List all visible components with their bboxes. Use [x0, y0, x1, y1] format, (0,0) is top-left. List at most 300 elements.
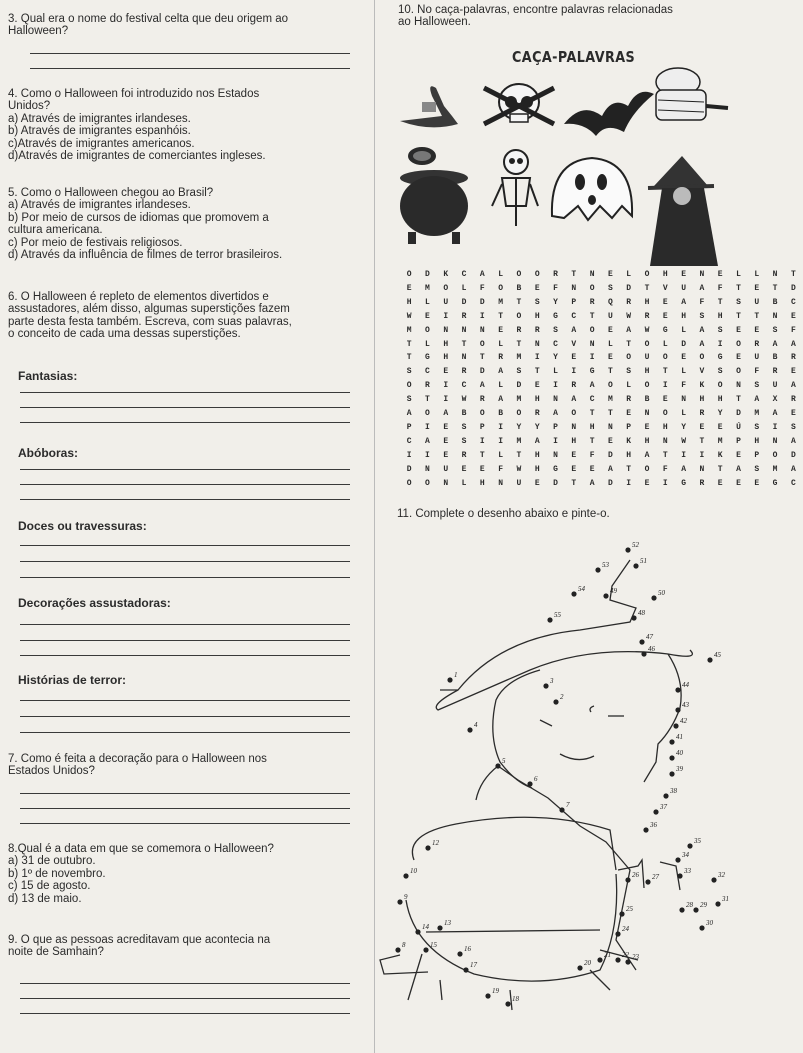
grid-letter[interactable]: N — [772, 270, 778, 279]
grid-letter[interactable]: T — [699, 436, 705, 446]
grid-letter[interactable]: N — [772, 311, 778, 321]
grid-letter[interactable]: T — [516, 450, 522, 460]
grid-letter[interactable]: E — [644, 478, 650, 488]
dot[interactable] — [543, 683, 548, 688]
grid-letter[interactable]: H — [717, 395, 723, 405]
grid-letter[interactable]: E — [443, 450, 449, 460]
option-a[interactable]: a) Através de imigrantes irlandeses. — [8, 199, 191, 212]
grid-letter[interactable]: M — [772, 464, 778, 474]
grid-letter[interactable]: M — [498, 297, 504, 307]
grid-letter[interactable]: O — [443, 283, 449, 293]
grid-letter[interactable]: G — [717, 353, 723, 363]
grid-letter[interactable]: E — [754, 325, 760, 335]
grid-letter[interactable]: E — [790, 367, 796, 377]
grid-letter[interactable]: N — [644, 409, 650, 418]
grid-letter[interactable]: I — [772, 422, 778, 432]
grid-letter[interactable]: L — [754, 270, 760, 279]
option-d[interactable]: d)Através de imigrantes de comerciantes ingleses. — [8, 150, 266, 163]
grid-letter[interactable]: E — [736, 353, 741, 363]
grid-letter[interactable]: C — [790, 297, 796, 307]
grid-letter[interactable]: T — [479, 450, 485, 460]
grid-letter[interactable]: R — [790, 395, 796, 405]
grid-letter[interactable]: N — [571, 422, 577, 432]
grid-letter[interactable]: T — [589, 409, 595, 418]
grid-letter[interactable]: R — [626, 395, 632, 405]
grid-letter[interactable]: P — [571, 297, 577, 307]
option-c[interactable]: c)Através de imigrantes americanos. — [8, 137, 195, 150]
grid-letter[interactable]: D — [406, 464, 412, 474]
grid-letter[interactable]: T — [736, 395, 741, 405]
grid-letter[interactable]: O — [736, 339, 741, 349]
grid-letter[interactable]: C — [553, 339, 558, 349]
dot[interactable] — [625, 877, 630, 882]
grid-letter[interactable]: E — [443, 436, 449, 446]
grid-letter[interactable]: P — [626, 422, 632, 432]
grid-letter[interactable]: E — [754, 283, 760, 293]
grid-letter[interactable]: O — [662, 353, 668, 363]
grid-letter[interactable]: H — [644, 436, 650, 446]
grid-letter[interactable]: E — [662, 395, 668, 405]
grid-letter[interactable]: H — [662, 422, 668, 432]
grid-letter[interactable]: X — [772, 395, 778, 405]
dot[interactable] — [603, 593, 608, 598]
grid-letter[interactable]: O — [425, 325, 430, 335]
dot[interactable] — [669, 755, 674, 760]
grid-letter[interactable]: E — [461, 464, 467, 474]
grid-letter[interactable]: E — [534, 381, 540, 391]
answer-line[interactable] — [20, 392, 350, 393]
grid-letter[interactable]: N — [498, 478, 504, 488]
grid-letter[interactable]: O — [516, 311, 522, 321]
option-d[interactable]: d) Através da influência de filmes de terror brasileiros. — [8, 249, 283, 262]
grid-letter[interactable]: N — [461, 353, 467, 363]
dot[interactable] — [675, 857, 680, 862]
grid-letter[interactable]: O — [589, 325, 595, 335]
grid-letter[interactable]: A — [699, 325, 705, 335]
grid-letter[interactable]: O — [516, 409, 522, 418]
grid-letter[interactable]: O — [425, 409, 430, 418]
grid-letter[interactable]: R — [498, 353, 504, 363]
dot[interactable] — [687, 843, 692, 848]
grid-letter[interactable]: I — [626, 478, 632, 488]
grid-letter[interactable]: U — [754, 297, 760, 307]
dot[interactable] — [633, 563, 638, 568]
grid-letter[interactable]: O — [406, 478, 412, 488]
grid-letter[interactable]: F — [699, 297, 705, 307]
grid-letter[interactable]: Ú — [736, 422, 741, 432]
grid-letter[interactable]: N — [736, 381, 741, 391]
grid-letter[interactable]: E — [662, 297, 668, 307]
grid-letter[interactable]: D — [790, 283, 796, 293]
grid-letter[interactable]: O — [498, 283, 504, 293]
grid-letter[interactable]: H — [571, 436, 577, 446]
grid-letter[interactable]: S — [717, 325, 723, 335]
grid-letter[interactable]: L — [498, 381, 504, 391]
grid-letter[interactable]: R — [479, 395, 485, 405]
grid-letter[interactable]: K — [626, 436, 632, 446]
grid-letter[interactable]: M — [754, 409, 760, 418]
grid-letter[interactable]: I — [425, 450, 430, 460]
answer-line[interactable] — [20, 640, 350, 641]
grid-letter[interactable]: I — [479, 311, 485, 321]
grid-letter[interactable]: M — [608, 395, 613, 405]
option-b[interactable]: b) 1º de novembro. — [8, 867, 106, 880]
grid-letter[interactable]: P — [406, 422, 412, 432]
grid-letter[interactable]: V — [571, 339, 577, 349]
option-d[interactable]: d) 13 de maio. — [8, 892, 82, 905]
grid-letter[interactable]: E — [699, 422, 705, 432]
grid-letter[interactable]: H — [589, 422, 595, 432]
grid-letter[interactable]: R — [589, 297, 595, 307]
grid-letter[interactable]: P — [754, 450, 760, 460]
grid-letter[interactable]: W — [644, 325, 650, 335]
grid-letter[interactable]: N — [461, 325, 467, 335]
grid-letter[interactable]: S — [608, 283, 613, 293]
grid-letter[interactable]: S — [406, 395, 412, 405]
grid-letter[interactable]: R — [461, 311, 467, 321]
grid-letter[interactable]: C — [571, 311, 577, 321]
grid-letter[interactable]: W — [626, 311, 632, 321]
grid-letter[interactable]: K — [699, 381, 705, 391]
grid-letter[interactable]: F — [790, 325, 796, 335]
grid-letter[interactable]: S — [754, 381, 760, 391]
grid-letter[interactable]: H — [534, 395, 540, 405]
grid-letter[interactable]: N — [608, 422, 613, 432]
grid-letter[interactable]: O — [608, 381, 613, 391]
grid-letter[interactable]: G — [553, 464, 558, 474]
grid-letter[interactable]: N — [479, 325, 485, 335]
grid-letter[interactable]: G — [681, 478, 686, 488]
grid-letter[interactable]: E — [736, 325, 741, 335]
grid-letter[interactable]: A — [699, 339, 705, 349]
grid-letter[interactable]: E — [571, 353, 577, 363]
grid-letter[interactable]: A — [589, 478, 595, 488]
grid-letter[interactable]: A — [479, 270, 485, 279]
grid-letter[interactable]: T — [754, 311, 760, 321]
grid-letter[interactable]: A — [443, 409, 449, 418]
grid-letter[interactable]: T — [571, 270, 577, 279]
grid-letter[interactable]: T — [461, 339, 467, 349]
grid-letter[interactable]: I — [498, 436, 504, 446]
grid-letter[interactable]: R — [461, 450, 467, 460]
grid-letter[interactable]: A — [681, 464, 686, 474]
grid-letter[interactable]: I — [443, 311, 449, 321]
grid-letter[interactable]: H — [406, 297, 412, 307]
grid-letter[interactable]: O — [479, 409, 485, 418]
grid-letter[interactable]: H — [534, 450, 540, 460]
dot[interactable] — [631, 615, 636, 620]
grid-letter[interactable]: E — [717, 478, 723, 488]
dot[interactable] — [645, 879, 650, 884]
grid-letter[interactable]: E — [571, 450, 577, 460]
grid-letter[interactable]: A — [553, 409, 558, 418]
grid-letter[interactable]: E — [626, 409, 632, 418]
grid-letter[interactable]: N — [443, 325, 449, 335]
grid-letter[interactable]: A — [644, 450, 650, 460]
answer-line[interactable] — [20, 624, 350, 625]
grid-letter[interactable]: B — [516, 283, 522, 293]
grid-letter[interactable]: S — [461, 436, 467, 446]
grid-letter[interactable]: A — [406, 409, 412, 418]
grid-letter[interactable]: I — [717, 339, 723, 349]
grid-letter[interactable]: A — [425, 436, 430, 446]
dot[interactable] — [467, 727, 472, 732]
dot[interactable] — [675, 687, 680, 692]
grid-letter[interactable]: M — [717, 436, 723, 446]
grid-letter[interactable]: A — [479, 381, 485, 391]
grid-letter[interactable]: Y — [717, 409, 723, 418]
grid-letter[interactable]: Y — [516, 422, 522, 432]
grid-letter[interactable]: N — [553, 450, 558, 460]
grid-letter[interactable]: Q — [608, 297, 613, 307]
grid-letter[interactable]: Y — [553, 353, 558, 363]
grid-letter[interactable]: H — [662, 270, 668, 279]
grid-letter[interactable]: R — [772, 367, 778, 377]
grid-letter[interactable]: I — [443, 381, 449, 391]
grid-letter[interactable]: M — [406, 325, 412, 335]
option-c[interactable]: c) 15 de agosto. — [8, 880, 91, 893]
option-a[interactable]: a) Através de imigrantes irlandeses. — [8, 112, 191, 125]
grid-letter[interactable]: N — [553, 395, 558, 405]
grid-letter[interactable]: T — [534, 367, 540, 377]
grid-letter[interactable]: U — [608, 311, 613, 321]
grid-letter[interactable]: R — [754, 339, 760, 349]
dot[interactable] — [651, 595, 656, 600]
grid-letter[interactable]: L — [498, 270, 504, 279]
grid-letter[interactable]: A — [571, 325, 577, 335]
dot[interactable] — [653, 809, 658, 814]
grid-letter[interactable]: S — [406, 367, 412, 377]
answer-line[interactable] — [20, 422, 350, 423]
dot[interactable] — [395, 947, 400, 952]
grid-letter[interactable]: A — [626, 325, 632, 335]
grid-letter[interactable]: N — [699, 464, 705, 474]
grid-letter[interactable]: M — [516, 353, 522, 363]
grid-letter[interactable]: T — [516, 297, 522, 307]
grid-letter[interactable]: W — [461, 395, 467, 405]
grid-letter[interactable]: U — [772, 381, 778, 391]
grid-letter[interactable]: I — [571, 367, 577, 377]
answer-line[interactable] — [20, 732, 350, 733]
dot[interactable] — [485, 993, 490, 998]
grid-letter[interactable]: O — [406, 381, 412, 391]
grid-letter[interactable]: H — [479, 478, 485, 488]
grid-letter[interactable]: O — [571, 409, 577, 418]
grid-letter[interactable]: T — [425, 395, 430, 405]
grid-letter[interactable]: T — [736, 283, 741, 293]
grid-letter[interactable]: U — [644, 353, 650, 363]
grid-letter[interactable]: R — [571, 381, 577, 391]
grid-letter[interactable]: T — [571, 478, 577, 488]
grid-letter[interactable]: I — [699, 450, 705, 460]
answer-line[interactable] — [20, 1013, 350, 1014]
grid-letter[interactable]: L — [662, 339, 668, 349]
grid-letter[interactable]: H — [717, 311, 723, 321]
grid-letter[interactable]: A — [534, 436, 540, 446]
grid-letter[interactable]: E — [608, 325, 613, 335]
grid-letter[interactable]: A — [571, 395, 577, 405]
grid-letter[interactable]: O — [644, 339, 650, 349]
grid-letter[interactable]: E — [608, 270, 613, 279]
grid-letter[interactable]: D — [681, 339, 686, 349]
grid-letter[interactable]: E — [644, 422, 650, 432]
dot[interactable] — [669, 771, 674, 776]
grid-letter[interactable]: N — [571, 283, 577, 293]
grid-letter[interactable]: U — [754, 353, 760, 363]
grid-letter[interactable]: I — [553, 436, 558, 446]
dot[interactable] — [699, 925, 704, 930]
grid-letter[interactable]: D — [479, 297, 485, 307]
dot[interactable] — [559, 807, 564, 812]
answer-line[interactable] — [20, 577, 350, 578]
grid-letter[interactable]: P — [553, 422, 558, 432]
grid-letter[interactable]: F — [479, 283, 485, 293]
grid-letter[interactable]: G — [553, 311, 558, 321]
grid-letter[interactable]: O — [406, 270, 412, 279]
grid-letter[interactable]: D — [461, 297, 467, 307]
grid-letter[interactable]: I — [662, 381, 668, 391]
dot[interactable] — [625, 547, 630, 552]
grid-letter[interactable]: H — [626, 450, 632, 460]
grid-letter[interactable]: E — [479, 464, 485, 474]
grid-letter[interactable]: I — [479, 436, 485, 446]
grid-letter[interactable]: T — [608, 367, 613, 377]
grid-letter[interactable]: H — [681, 311, 686, 321]
grid-letter[interactable]: I — [498, 422, 504, 432]
grid-letter[interactable]: S — [516, 367, 522, 377]
dot[interactable] — [505, 1001, 510, 1006]
grid-letter[interactable]: A — [699, 283, 705, 293]
answer-line[interactable] — [30, 53, 350, 54]
grid-letter[interactable]: D — [479, 367, 485, 377]
grid-letter[interactable]: N — [534, 339, 540, 349]
grid-letter[interactable]: A — [498, 367, 504, 377]
grid-letter[interactable]: S — [534, 297, 540, 307]
dot[interactable] — [571, 591, 576, 596]
grid-letter[interactable]: L — [681, 325, 686, 335]
grid-letter[interactable]: R — [534, 325, 540, 335]
grid-letter[interactable]: D — [553, 478, 558, 488]
grid-letter[interactable]: H — [754, 436, 760, 446]
grid-letter[interactable]: H — [534, 311, 540, 321]
grid-letter[interactable]: F — [717, 283, 723, 293]
grid-letter[interactable]: N — [772, 436, 778, 446]
grid-letter[interactable]: V — [662, 283, 668, 293]
grid-letter[interactable]: E — [717, 270, 723, 279]
grid-letter[interactable]: T — [479, 353, 485, 363]
grid-letter[interactable]: I — [589, 353, 595, 363]
grid-letter[interactable]: F — [754, 367, 760, 377]
dot[interactable] — [527, 781, 532, 786]
grid-letter[interactable]: Y — [681, 422, 686, 432]
grid-letter[interactable]: G — [589, 367, 595, 377]
dot[interactable] — [553, 699, 558, 704]
grid-letter[interactable]: B — [461, 409, 467, 418]
grid-letter[interactable]: E — [443, 367, 449, 377]
answer-line[interactable] — [20, 545, 350, 546]
grid-letter[interactable]: S — [626, 367, 632, 377]
grid-letter[interactable]: W — [516, 464, 522, 474]
grid-letter[interactable]: D — [608, 450, 613, 460]
grid-letter[interactable]: T — [717, 464, 723, 474]
answer-line[interactable] — [20, 700, 350, 701]
grid-letter[interactable]: D — [608, 478, 613, 488]
grid-letter[interactable]: I — [443, 395, 449, 405]
grid-letter[interactable]: E — [790, 311, 796, 321]
grid-letter[interactable]: D — [425, 270, 430, 279]
grid-letter[interactable]: G — [772, 478, 778, 488]
dot[interactable] — [641, 651, 646, 656]
grid-letter[interactable]: E — [790, 409, 796, 418]
grid-letter[interactable]: D — [516, 381, 522, 391]
grid-letter[interactable]: R — [553, 270, 558, 279]
grid-letter[interactable]: I — [681, 450, 686, 460]
grid-letter[interactable]: T — [772, 283, 778, 293]
dot[interactable] — [643, 827, 648, 832]
grid-letter[interactable]: M — [516, 395, 522, 405]
grid-letter[interactable]: A — [608, 464, 613, 474]
option-b[interactable]: b) Através de imigrantes espanhóis. — [8, 125, 191, 138]
grid-letter[interactable]: E — [754, 478, 760, 488]
grid-letter[interactable]: R — [699, 409, 705, 418]
grid-letter[interactable]: Y — [534, 422, 540, 432]
grid-letter[interactable]: E — [736, 450, 741, 460]
grid-letter[interactable]: A — [754, 395, 760, 405]
grid-letter[interactable]: C — [461, 270, 467, 279]
grid-letter[interactable]: T — [589, 436, 595, 446]
grid-letter[interactable]: A — [589, 381, 595, 391]
dot[interactable] — [595, 567, 600, 572]
grid-letter[interactable]: N — [699, 270, 705, 279]
option-b[interactable]: b) Por meio de cursos de idiomas que promovem a — [8, 211, 269, 224]
grid-letter[interactable]: O — [644, 270, 650, 279]
grid-letter[interactable]: L — [498, 450, 504, 460]
grid-letter[interactable]: B — [772, 297, 778, 307]
grid-letter[interactable]: T — [608, 409, 613, 418]
grid-letter[interactable]: G — [662, 325, 668, 335]
dot[interactable] — [619, 911, 624, 916]
grid-letter[interactable]: O — [736, 367, 741, 377]
grid-letter[interactable]: R — [461, 367, 467, 377]
dot[interactable] — [615, 931, 620, 936]
grid-letter[interactable]: Y — [553, 297, 558, 307]
dot[interactable] — [693, 907, 698, 912]
grid-letter[interactable]: F — [681, 381, 686, 391]
grid-letter[interactable]: G — [425, 353, 430, 363]
grid-letter[interactable]: I — [553, 381, 558, 391]
grid-letter[interactable]: E — [406, 283, 412, 293]
grid-letter[interactable]: C — [589, 395, 595, 405]
grid-letter[interactable]: L — [681, 409, 686, 418]
dot[interactable] — [615, 957, 620, 962]
grid-letter[interactable]: N — [425, 464, 430, 474]
grid-letter[interactable]: S — [553, 325, 558, 335]
answer-line[interactable] — [20, 823, 350, 824]
answer-line[interactable] — [20, 484, 350, 485]
grid-letter[interactable]: O — [717, 381, 723, 391]
grid-letter[interactable]: D — [626, 283, 632, 293]
grid-letter[interactable]: R — [790, 353, 796, 363]
grid-letter[interactable]: N — [443, 478, 449, 488]
grid-letter[interactable]: I — [425, 422, 430, 432]
grid-letter[interactable]: I — [662, 478, 668, 488]
grid-letter[interactable]: T — [626, 464, 632, 474]
grid-letter[interactable]: K — [717, 450, 723, 460]
dot[interactable] — [425, 845, 430, 850]
dot[interactable] — [423, 947, 428, 952]
grid-letter[interactable]: E — [662, 311, 668, 321]
grid-letter[interactable]: E — [443, 422, 449, 432]
